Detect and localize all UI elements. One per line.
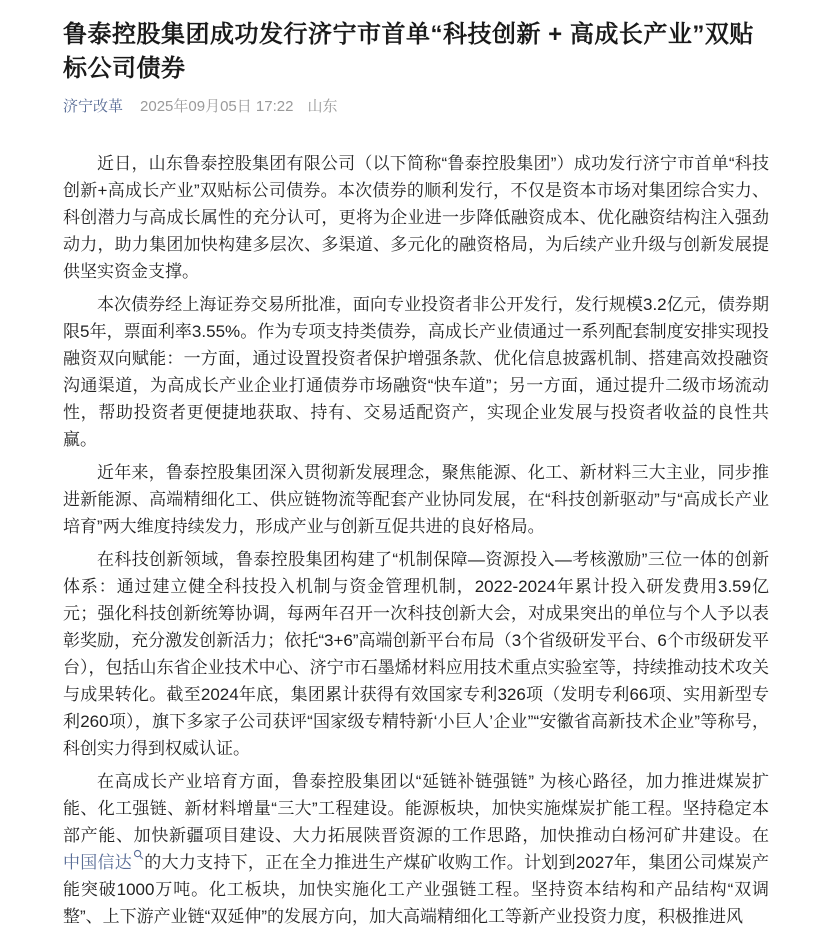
source-account-link[interactable]: 济宁改革 xyxy=(63,98,124,115)
paragraph-1: 近日，山东鲁泰控股集团有限公司（以下简称“鲁泰控股集团”）成功发行济宁市首单“科技创新+高成长产业”双贴标公司债券。本次债券的顺利发行，不仅是资本市场对集团综合实力、科创潜力与高成长属性的充分认可，更将为企业进一步降低融资成本、优化融资结构注入强劲动力，助力集团加快构建多层次、多渠道、多元化的融资格局，为后续产业升级与创新发展提供坚实资金支撑。 xyxy=(63,154,769,281)
article-body xyxy=(63,150,769,930)
paragraph-5 xyxy=(63,768,769,930)
paragraph-5-text-after-link: 的大力支持下，正在全力推进生产煤矿收购工作。计划到2027年，集团公司煤炭产能突破1000万吨。化工板块，加快实施化工产业强链工程。坚持资本结构和产品结构“双调整”、上下游产业链“双延伸”的发展方向，加大高端精细化工等新产业投资力度，积极推进风 xyxy=(63,853,769,926)
entity-link-china-cinda[interactable] xyxy=(63,853,144,872)
article-title: 鲁泰控股集团成功发行济宁市首单“科技创新 + 高成长产业”双贴标公司债券 xyxy=(63,21,754,82)
paragraph-2: 本次债券经上海证券交易所批准，面向专业投资者非公开发行，发行规模3.2亿元，债券期限5年，票面利率3.55%。作为专项支持类债券，高成长产业债通过一系列配套制度安排实现投融资双向赋能：一方面，通过设置投资者保护增强条款、优化信息披露机制、搭建高效投融资沟通渠道，为高成长产业企业打通债券市场融资“快车道”；另一方面，通过提升二级市场流动性，帮助投资者更便捷地获取、持有、交易适配资产，实现企业发展与投资者收益的良性共赢。 xyxy=(63,295,769,449)
entity-link-label: 中国信达 xyxy=(63,853,133,872)
paragraph-3: 近年来，鲁泰控股集团深入贯彻新发展理念，聚焦能源、化工、新材料三大主业，同步推进新能源、高端精细化工、供应链物流等配套产业协同发展，在“科技创新驱动”与“高成长产业培育”两大维度持续发力，形成产业与创新互促共进的良好格局。 xyxy=(63,463,769,536)
article-page xyxy=(0,18,831,930)
publish-datetime: 2025年09月05日 17:22 xyxy=(140,98,294,115)
article-meta xyxy=(63,97,769,117)
paragraph-5-text-before-link: 在高成长产业培育方面，鲁泰控股集团以“延链补链强链” 为核心路径，加力推进煤炭扩能、化工强链、新材料增量“三大”工程建设。能源板块，加快实施煤炭扩能工程。坚持稳定本部产能、加快新疆项目建设、大力拓展陕晋资源的工作思路，加快推动白杨河矿井建设。在 xyxy=(63,772,769,845)
publish-location: 山东 xyxy=(307,98,338,115)
paragraph-4: 在科技创新领域，鲁泰控股集团构建了“机制保障—资源投入—考核激励”三位一体的创新体系：通过建立健全科技投入机制与资金管理机制，2022-2024年累计投入研发费用3.59亿元；强化科技创新统筹协调，每两年召开一次科技创新大会，对成果突出的单位与个人予以表彰奖励，充分激发创新活力；依托“3+6”高端创新平台布局（3个省级研发平台、6个市级研发平台），包括山东省企业技术中心、济宁市石墨烯材料应用技术重点实验室等，持续推动技术攻关与成果转化。截至2024年底，集团累计获得有效国家专利326项（发明专利66项、实用新型专利260项），旗下多家子公司获评“国家级专精特新‘小巨人’企业”“安徽省高新技术企业”等称号，科创实力得到权威认证。 xyxy=(63,550,769,758)
search-icon xyxy=(133,849,144,860)
